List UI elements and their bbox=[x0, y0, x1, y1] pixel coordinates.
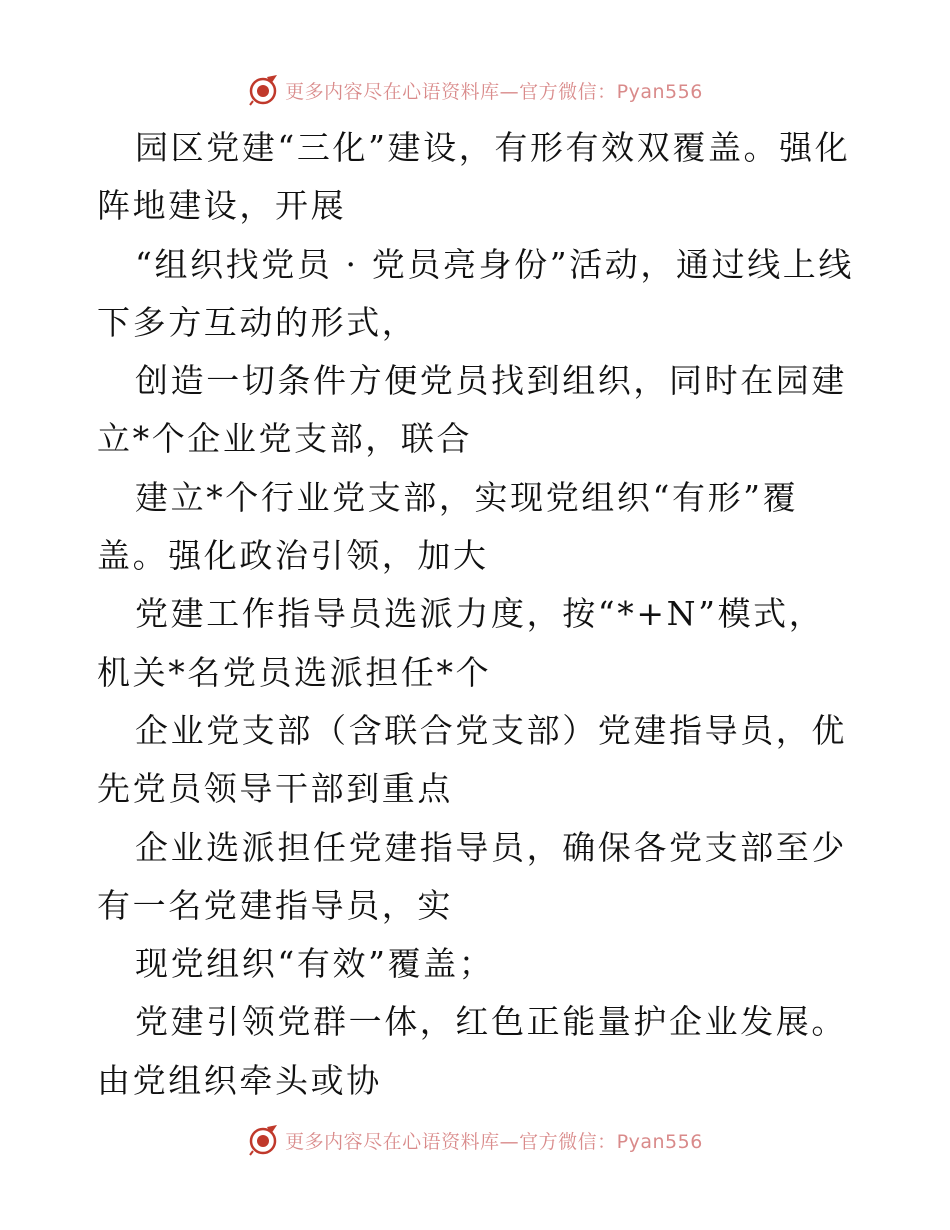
quill-seal-icon bbox=[247, 74, 279, 106]
footer-banner bbox=[0, 1120, 950, 1160]
paragraph-9: 党建引领党群一体，红色正能量护企业发展。由党组织牵头或协 bbox=[97, 1002, 847, 1100]
paragraph-5: 党建工作指导员选派力度，按“*+N”模式，机关*名党员选派担任*个 bbox=[97, 594, 825, 692]
quill-seal-icon bbox=[247, 1124, 279, 1156]
document-body bbox=[97, 119, 857, 1110]
paragraph-7: 企业选派担任党建指导员，确保各党支部至少有一名党建指导员，实 bbox=[97, 827, 847, 925]
paragraph-6: 企业党支部（含联合党支部）党建指导员，优先党员领导干部到重点 bbox=[97, 710, 847, 809]
paragraph-1: 园区党建“三化”建设，有形有效双覆盖。强化阵地建设，开展 bbox=[97, 128, 851, 226]
header-banner bbox=[0, 70, 950, 110]
paragraph-3: 创造一切条件方便党员找到组织，同时在园建立*个企业党支部，联合 bbox=[97, 361, 847, 459]
paragraph-8: 现党组织“有效”覆盖； bbox=[135, 944, 495, 984]
paragraph-2: “组织找党员 · 党员亮身份”活动，通过线上线下多方互动的形式， bbox=[97, 244, 855, 342]
banner-text: 更多内容尽在心语资料库—官方微信：Pyan556 bbox=[285, 80, 703, 103]
banner-text: 更多内容尽在心语资料库—官方微信：Pyan556 bbox=[285, 1130, 703, 1153]
paragraph-4: 建立*个行业党支部，实现党组织“有形”覆盖。强化政治引领，加大 bbox=[97, 477, 799, 576]
